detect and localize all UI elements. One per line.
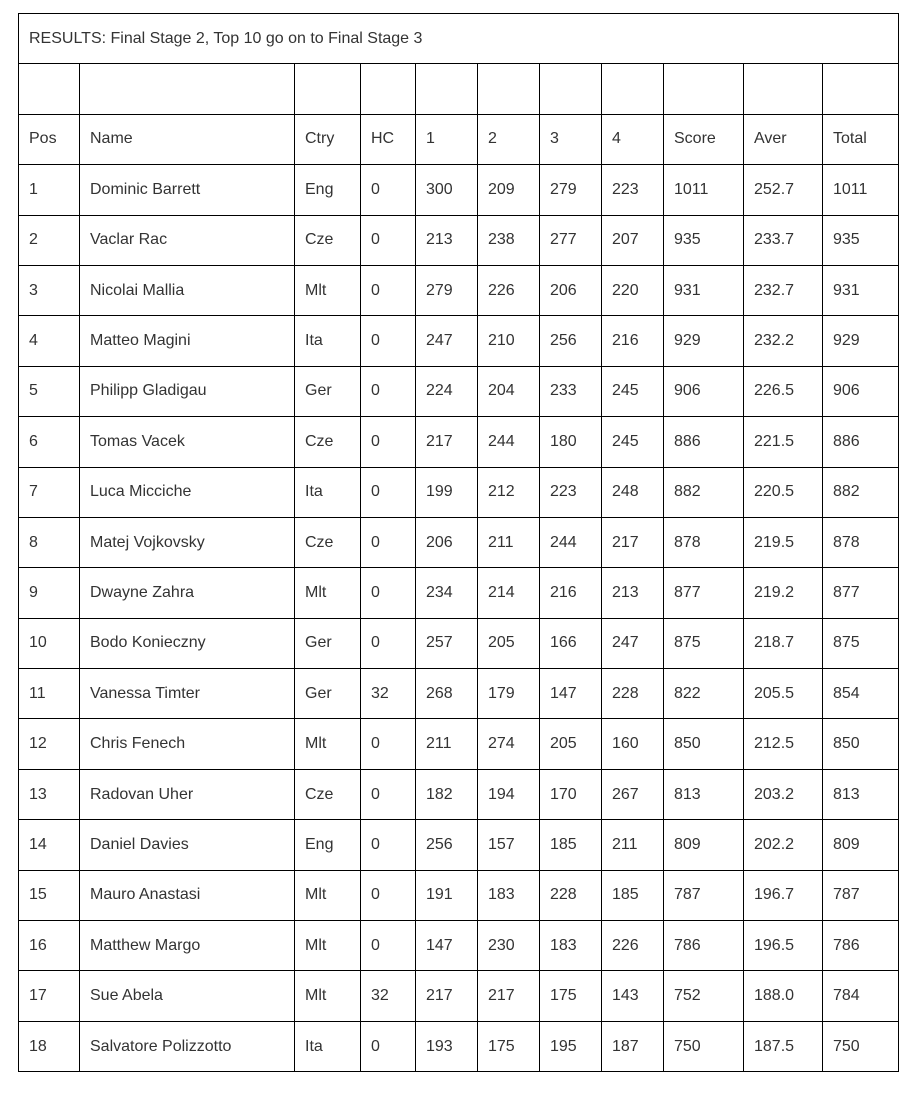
title-row: [19, 14, 899, 64]
hc-cell: 0: [361, 568, 416, 618]
hc-cell: 32: [361, 971, 416, 1021]
game-2-cell: 244: [478, 417, 540, 467]
table-row: [19, 769, 899, 819]
game-2-cell: 157: [478, 820, 540, 870]
score-cell: 750: [664, 1021, 744, 1071]
total-cell: 854: [823, 669, 899, 719]
score-cell: 878: [664, 517, 744, 567]
game-2-cell: 175: [478, 1021, 540, 1071]
hc-cell: 0: [361, 165, 416, 215]
game-4-cell: 207: [602, 215, 664, 265]
game-4-cell: 213: [602, 568, 664, 618]
aver-cell: 212.5: [744, 719, 823, 769]
ctry-cell: Mlt: [295, 265, 361, 315]
aver-cell: 220.5: [744, 467, 823, 517]
ctry-cell: Eng: [295, 165, 361, 215]
blank-cell: [744, 64, 823, 114]
aver-cell: 232.2: [744, 316, 823, 366]
game-3-cell: 277: [540, 215, 602, 265]
aver-cell: 232.7: [744, 265, 823, 315]
total-cell: 1011: [823, 165, 899, 215]
game-1-cell: 217: [416, 971, 478, 1021]
table-row: [19, 215, 899, 265]
ctry-cell: Cze: [295, 417, 361, 467]
game-4-cell: 245: [602, 417, 664, 467]
table-title: RESULTS: Final Stage 2, Top 10 go on to Final Stage 3: [19, 14, 899, 64]
game-2-cell: 194: [478, 769, 540, 819]
aver-cell: 221.5: [744, 417, 823, 467]
score-cell: 929: [664, 316, 744, 366]
total-cell: 750: [823, 1021, 899, 1071]
table-row: [19, 467, 899, 517]
score-cell: 931: [664, 265, 744, 315]
header-game-2: 2: [478, 114, 540, 164]
game-1-cell: 182: [416, 769, 478, 819]
game-1-cell: 206: [416, 517, 478, 567]
blank-cell: [540, 64, 602, 114]
total-cell: 809: [823, 820, 899, 870]
table-row: [19, 366, 899, 416]
game-3-cell: 223: [540, 467, 602, 517]
name-cell: Dwayne Zahra: [80, 568, 295, 618]
game-2-cell: 214: [478, 568, 540, 618]
game-4-cell: 248: [602, 467, 664, 517]
aver-cell: 218.7: [744, 618, 823, 668]
pos-cell: 18: [19, 1021, 80, 1071]
name-cell: Vanessa Timter: [80, 669, 295, 719]
total-cell: 882: [823, 467, 899, 517]
ctry-cell: Mlt: [295, 719, 361, 769]
game-1-cell: 217: [416, 417, 478, 467]
game-1-cell: 213: [416, 215, 478, 265]
game-3-cell: 183: [540, 921, 602, 971]
aver-cell: 233.7: [744, 215, 823, 265]
game-1-cell: 256: [416, 820, 478, 870]
pos-cell: 11: [19, 669, 80, 719]
game-2-cell: 209: [478, 165, 540, 215]
hc-cell: 0: [361, 417, 416, 467]
game-3-cell: 216: [540, 568, 602, 618]
total-cell: 906: [823, 366, 899, 416]
total-cell: 929: [823, 316, 899, 366]
pos-cell: 10: [19, 618, 80, 668]
game-2-cell: 183: [478, 870, 540, 920]
header-game-3: 3: [540, 114, 602, 164]
game-3-cell: 228: [540, 870, 602, 920]
game-1-cell: 211: [416, 719, 478, 769]
header-ctry: Ctry: [295, 114, 361, 164]
game-4-cell: 267: [602, 769, 664, 819]
total-cell: 877: [823, 568, 899, 618]
total-cell: 878: [823, 517, 899, 567]
game-3-cell: 175: [540, 971, 602, 1021]
game-2-cell: 210: [478, 316, 540, 366]
blank-cell: [823, 64, 899, 114]
hc-cell: 0: [361, 769, 416, 819]
game-2-cell: 274: [478, 719, 540, 769]
header-row: [19, 114, 899, 164]
score-cell: 752: [664, 971, 744, 1021]
table-row: [19, 618, 899, 668]
pos-cell: 6: [19, 417, 80, 467]
hc-cell: 0: [361, 517, 416, 567]
score-cell: 809: [664, 820, 744, 870]
name-cell: Vaclar Rac: [80, 215, 295, 265]
score-cell: 822: [664, 669, 744, 719]
aver-cell: 187.5: [744, 1021, 823, 1071]
aver-cell: 196.7: [744, 870, 823, 920]
score-cell: 886: [664, 417, 744, 467]
game-1-cell: 199: [416, 467, 478, 517]
name-cell: Salvatore Polizzotto: [80, 1021, 295, 1071]
total-cell: 850: [823, 719, 899, 769]
table-row: [19, 719, 899, 769]
aver-cell: 226.5: [744, 366, 823, 416]
table-row: [19, 316, 899, 366]
blank-row: [19, 64, 899, 114]
game-1-cell: 268: [416, 669, 478, 719]
name-cell: Matteo Magini: [80, 316, 295, 366]
ctry-cell: Mlt: [295, 971, 361, 1021]
ctry-cell: Mlt: [295, 921, 361, 971]
header-score: Score: [664, 114, 744, 164]
total-cell: 784: [823, 971, 899, 1021]
game-3-cell: 205: [540, 719, 602, 769]
ctry-cell: Ger: [295, 669, 361, 719]
game-3-cell: 256: [540, 316, 602, 366]
pos-cell: 16: [19, 921, 80, 971]
pos-cell: 4: [19, 316, 80, 366]
ctry-cell: Ita: [295, 467, 361, 517]
pos-cell: 2: [19, 215, 80, 265]
game-4-cell: 226: [602, 921, 664, 971]
name-cell: Bodo Konieczny: [80, 618, 295, 668]
name-cell: Mauro Anastasi: [80, 870, 295, 920]
hc-cell: 0: [361, 820, 416, 870]
hc-cell: 0: [361, 265, 416, 315]
game-2-cell: 204: [478, 366, 540, 416]
blank-cell: [19, 64, 80, 114]
blank-cell: [664, 64, 744, 114]
pos-cell: 15: [19, 870, 80, 920]
aver-cell: 252.7: [744, 165, 823, 215]
ctry-cell: Cze: [295, 517, 361, 567]
score-cell: 787: [664, 870, 744, 920]
hc-cell: 0: [361, 467, 416, 517]
ctry-cell: Mlt: [295, 870, 361, 920]
blank-cell: [478, 64, 540, 114]
pos-cell: 8: [19, 517, 80, 567]
header-aver: Aver: [744, 114, 823, 164]
aver-cell: 219.5: [744, 517, 823, 567]
name-cell: Matthew Margo: [80, 921, 295, 971]
table-row: [19, 265, 899, 315]
score-cell: 850: [664, 719, 744, 769]
game-3-cell: 279: [540, 165, 602, 215]
game-3-cell: 195: [540, 1021, 602, 1071]
game-3-cell: 185: [540, 820, 602, 870]
results-table-body: [19, 14, 899, 1072]
game-2-cell: 226: [478, 265, 540, 315]
game-3-cell: 206: [540, 265, 602, 315]
table-row: [19, 820, 899, 870]
total-cell: 813: [823, 769, 899, 819]
hc-cell: 0: [361, 366, 416, 416]
pos-cell: 17: [19, 971, 80, 1021]
aver-cell: 205.5: [744, 669, 823, 719]
table-row: [19, 165, 899, 215]
name-cell: Daniel Davies: [80, 820, 295, 870]
game-1-cell: 300: [416, 165, 478, 215]
hc-cell: 0: [361, 719, 416, 769]
total-cell: 935: [823, 215, 899, 265]
name-cell: Philipp Gladigau: [80, 366, 295, 416]
game-4-cell: 160: [602, 719, 664, 769]
name-cell: Luca Micciche: [80, 467, 295, 517]
table-row: [19, 1021, 899, 1071]
aver-cell: 202.2: [744, 820, 823, 870]
total-cell: 787: [823, 870, 899, 920]
header-hc: HC: [361, 114, 416, 164]
table-row: [19, 921, 899, 971]
game-1-cell: 147: [416, 921, 478, 971]
game-4-cell: 217: [602, 517, 664, 567]
name-cell: Dominic Barrett: [80, 165, 295, 215]
hc-cell: 0: [361, 618, 416, 668]
game-4-cell: 220: [602, 265, 664, 315]
header-game-1: 1: [416, 114, 478, 164]
table-row: [19, 417, 899, 467]
ctry-cell: Mlt: [295, 568, 361, 618]
header-pos: Pos: [19, 114, 80, 164]
table-row: [19, 568, 899, 618]
blank-cell: [361, 64, 416, 114]
ctry-cell: Cze: [295, 215, 361, 265]
aver-cell: 188.0: [744, 971, 823, 1021]
hc-cell: 0: [361, 870, 416, 920]
hc-cell: 32: [361, 669, 416, 719]
game-3-cell: 233: [540, 366, 602, 416]
name-cell: Matej Vojkovsky: [80, 517, 295, 567]
blank-cell: [80, 64, 295, 114]
pos-cell: 1: [19, 165, 80, 215]
score-cell: 877: [664, 568, 744, 618]
total-cell: 875: [823, 618, 899, 668]
game-4-cell: 247: [602, 618, 664, 668]
score-cell: 1011: [664, 165, 744, 215]
game-4-cell: 228: [602, 669, 664, 719]
ctry-cell: Ita: [295, 1021, 361, 1071]
game-4-cell: 211: [602, 820, 664, 870]
score-cell: 882: [664, 467, 744, 517]
score-cell: 906: [664, 366, 744, 416]
ctry-cell: Ita: [295, 316, 361, 366]
game-1-cell: 193: [416, 1021, 478, 1071]
results-table: [18, 13, 899, 1072]
game-2-cell: 230: [478, 921, 540, 971]
game-2-cell: 217: [478, 971, 540, 1021]
total-cell: 886: [823, 417, 899, 467]
pos-cell: 9: [19, 568, 80, 618]
table-row: [19, 971, 899, 1021]
pos-cell: 3: [19, 265, 80, 315]
score-cell: 786: [664, 921, 744, 971]
score-cell: 813: [664, 769, 744, 819]
blank-cell: [416, 64, 478, 114]
game-3-cell: 244: [540, 517, 602, 567]
name-cell: Sue Abela: [80, 971, 295, 1021]
game-3-cell: 147: [540, 669, 602, 719]
game-4-cell: 185: [602, 870, 664, 920]
ctry-cell: Cze: [295, 769, 361, 819]
aver-cell: 196.5: [744, 921, 823, 971]
game-1-cell: 247: [416, 316, 478, 366]
ctry-cell: Eng: [295, 820, 361, 870]
total-cell: 786: [823, 921, 899, 971]
hc-cell: 0: [361, 921, 416, 971]
pos-cell: 5: [19, 366, 80, 416]
name-cell: Chris Fenech: [80, 719, 295, 769]
blank-cell: [602, 64, 664, 114]
game-1-cell: 191: [416, 870, 478, 920]
ctry-cell: Ger: [295, 366, 361, 416]
table-row: [19, 870, 899, 920]
hc-cell: 0: [361, 316, 416, 366]
header-name: Name: [80, 114, 295, 164]
score-cell: 875: [664, 618, 744, 668]
game-4-cell: 187: [602, 1021, 664, 1071]
game-1-cell: 257: [416, 618, 478, 668]
game-1-cell: 279: [416, 265, 478, 315]
game-3-cell: 180: [540, 417, 602, 467]
name-cell: Tomas Vacek: [80, 417, 295, 467]
name-cell: Radovan Uher: [80, 769, 295, 819]
game-2-cell: 205: [478, 618, 540, 668]
aver-cell: 219.2: [744, 568, 823, 618]
game-2-cell: 211: [478, 517, 540, 567]
name-cell: Nicolai Mallia: [80, 265, 295, 315]
game-4-cell: 245: [602, 366, 664, 416]
game-3-cell: 166: [540, 618, 602, 668]
game-3-cell: 170: [540, 769, 602, 819]
table-row: [19, 669, 899, 719]
game-2-cell: 179: [478, 669, 540, 719]
table-row: [19, 517, 899, 567]
pos-cell: 12: [19, 719, 80, 769]
game-4-cell: 216: [602, 316, 664, 366]
pos-cell: 7: [19, 467, 80, 517]
header-game-4: 4: [602, 114, 664, 164]
score-cell: 935: [664, 215, 744, 265]
pos-cell: 13: [19, 769, 80, 819]
game-4-cell: 143: [602, 971, 664, 1021]
game-1-cell: 224: [416, 366, 478, 416]
hc-cell: 0: [361, 1021, 416, 1071]
header-total: Total: [823, 114, 899, 164]
game-4-cell: 223: [602, 165, 664, 215]
ctry-cell: Ger: [295, 618, 361, 668]
total-cell: 931: [823, 265, 899, 315]
blank-cell: [295, 64, 361, 114]
game-2-cell: 212: [478, 467, 540, 517]
game-1-cell: 234: [416, 568, 478, 618]
pos-cell: 14: [19, 820, 80, 870]
hc-cell: 0: [361, 215, 416, 265]
game-2-cell: 238: [478, 215, 540, 265]
aver-cell: 203.2: [744, 769, 823, 819]
